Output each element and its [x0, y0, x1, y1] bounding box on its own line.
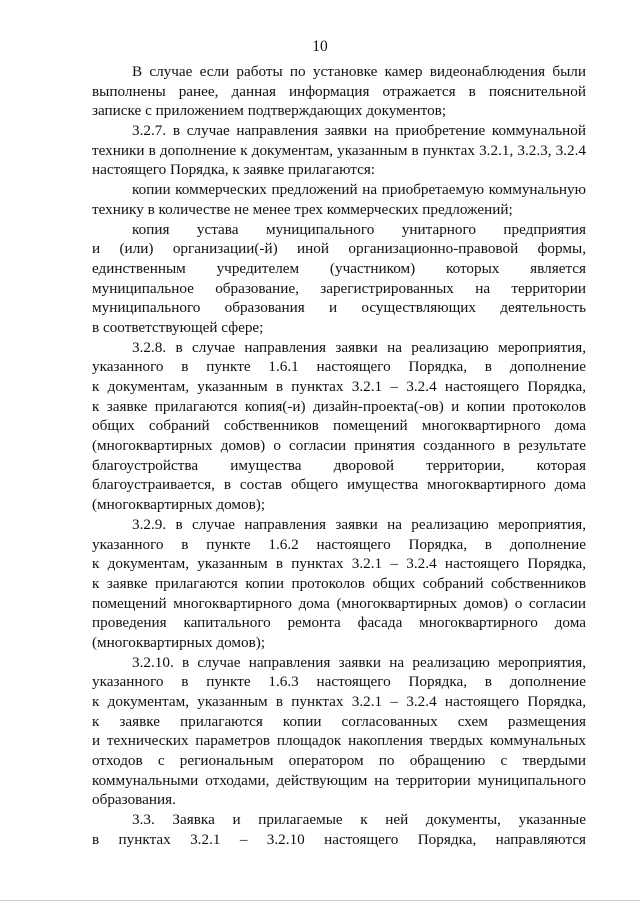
text-line: 3.3. Заявка и прилагаемые к ней документы, указанные	[132, 811, 586, 829]
text-line: (многоквартирных домов);	[92, 496, 266, 514]
text-line: выполнены ранее, данная информация отражается в пояснительной	[92, 82, 586, 100]
text-line: в пунктах 3.2.1 – 3.2.10 настоящего Порядка, направляются	[92, 830, 586, 848]
text-line: 3.2.9. в случае направления заявки на реализацию мероприятия,	[132, 515, 586, 533]
text-line: и (или) организации(-й) иной организационно-правовой формы,	[92, 240, 586, 258]
text-line: настоящего Порядка, к заявке прилагаются:	[92, 161, 376, 179]
text-line: к заявке прилагаются копии согласованных схем размещения	[92, 712, 586, 730]
text-line: коммунальными отходами, действующим на территории муниципального	[92, 771, 586, 789]
text-line: отходов с региональным оператором по обращению с твердыми	[92, 752, 586, 770]
text-line: к заявке прилагаются копии протоколов общих собраний собственников	[92, 574, 586, 592]
text-line: в соответствующей сфере;	[92, 318, 264, 336]
text-line: помещений многоквартирного дома (многоквартирных домов) о согласии	[92, 594, 586, 612]
text-line: В случае если работы по установке камер видеонаблюдения были	[132, 63, 586, 80]
document-body	[92, 62, 586, 850]
text-line: (многоквартирных домов) о согласии принятия созданного в результате	[92, 437, 586, 455]
text-line: к документам, указанным в пунктах 3.2.1 – 3.2.4 настоящего Порядка,	[92, 378, 586, 395]
text-line: единственным учредителем (участником) которых является	[92, 259, 586, 277]
text-line: записке с приложением подтверждающих документов;	[92, 102, 447, 120]
text-line: указанного в пункте 1.6.3 настоящего Порядка, в дополнение	[92, 673, 586, 691]
text-line: благоустраивается, в состав общего имущества многоквартирного дома	[92, 476, 586, 494]
text-line: (многоквартирных домов);	[92, 633, 266, 651]
text-line: копия устава муниципального унитарного предприятия	[132, 220, 586, 238]
page-bottom-edge	[0, 900, 640, 901]
text-line: к заявке прилагаются копия(-и) дизайн-проекта(-ов) и копии протоколов	[92, 397, 586, 415]
text-line: 3.2.8. в случае направления заявки на реализацию мероприятия,	[132, 338, 586, 356]
text-line: техники в дополнение к документам, указанным в пунктах 3.2.1, 3.2.3, 3.2.4	[92, 141, 586, 159]
text-line: общих собраний собственников помещений многоквартирного дома	[92, 417, 586, 435]
text-line: муниципального образования и осуществляющих деятельность	[92, 299, 586, 317]
text-line: муниципальное образование, зарегистрированных на территории	[92, 279, 586, 297]
text-line: проведения капитального ремонта фасада многоквартирного дома	[92, 614, 586, 632]
text-line: благоустройства имущества дворовой территории, которая	[92, 456, 586, 474]
text-line: к документам, указанным в пунктах 3.2.1 – 3.2.4 настоящего Порядка,	[92, 555, 586, 573]
text-line: копии коммерческих предложений на приобретаемую коммунальную	[132, 181, 586, 199]
page-number: 10	[312, 38, 328, 55]
text-line: 3.2.10. в случае направления заявки на реализацию мероприятия,	[132, 653, 586, 671]
text-line: образования.	[92, 791, 176, 809]
text-line: указанного в пункте 1.6.1 настоящего Порядка, в дополнение	[92, 358, 586, 376]
text-line: к документам, указанным в пунктах 3.2.1 – 3.2.4 настоящего Порядка,	[92, 693, 586, 710]
text-line: 3.2.7. в случае направления заявки на приобретение коммунальной	[132, 122, 586, 140]
text-line: указанного в пункте 1.6.2 настоящего Порядка, в дополнение	[92, 535, 586, 553]
text-line: технику в количестве не менее трех коммерческих предложений;	[92, 200, 513, 218]
text-line: и технических параметров площадок накопления твердых коммунальных	[92, 732, 586, 750]
